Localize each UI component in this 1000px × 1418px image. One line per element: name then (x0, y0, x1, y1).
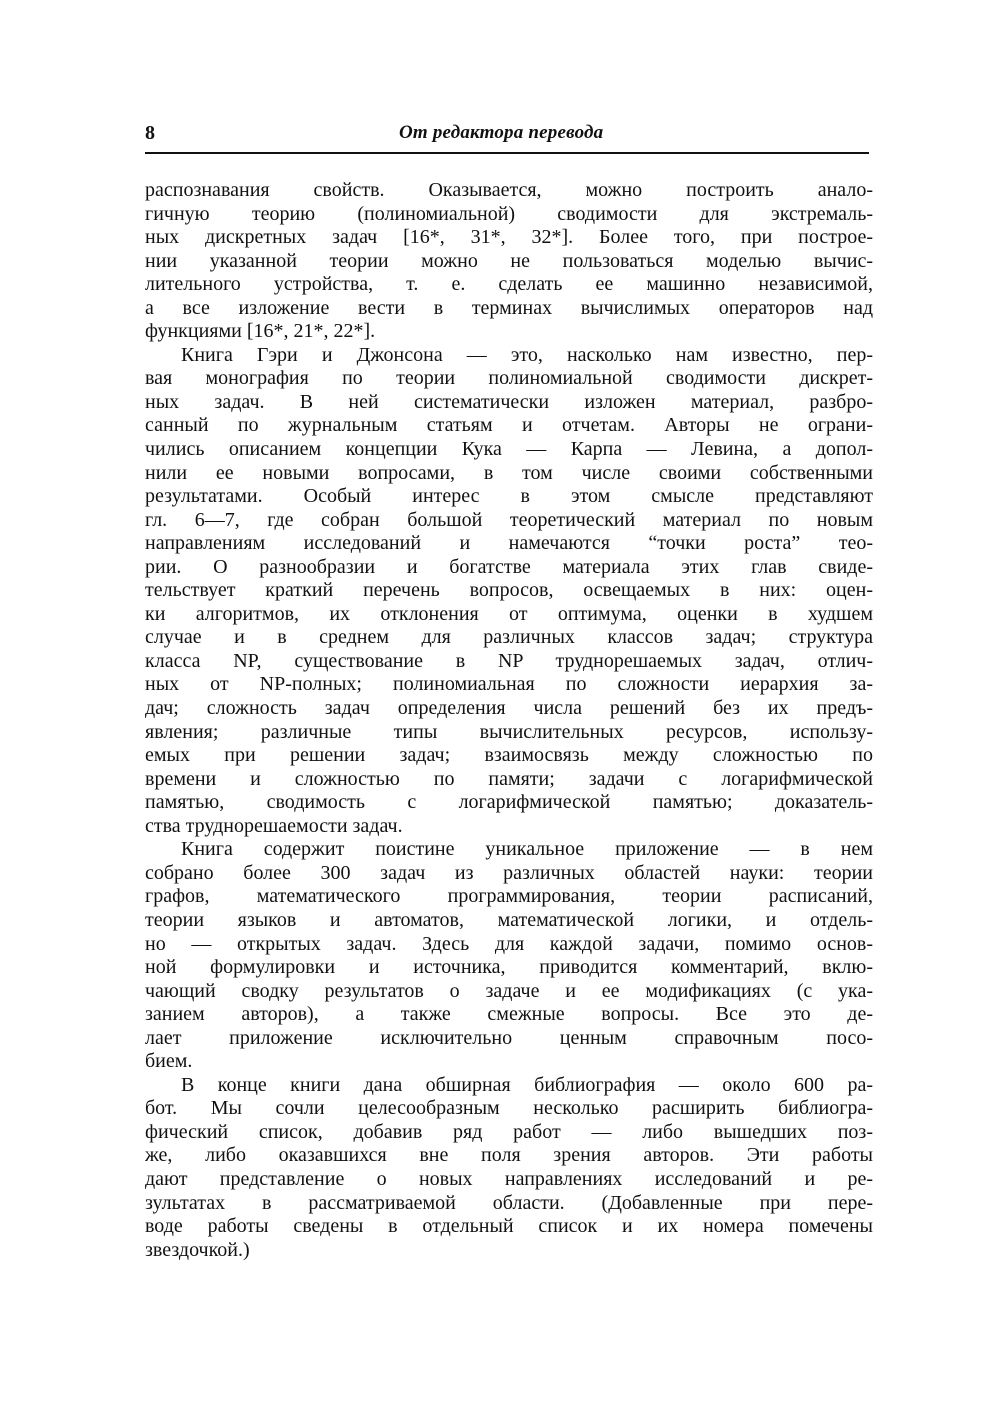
text-line: результатами. Особый интерес в этом смысле представляют (145, 485, 873, 508)
text-line: тельствует краткий перечень вопросов, освещаемых в них: оцен- (145, 579, 873, 602)
text-line: бот. Мы сочли целесообразным несколько расширить библиогра- (145, 1097, 873, 1120)
text-line: графов, математического программирования, теории расписаний, (145, 885, 873, 908)
body-text (145, 179, 873, 1262)
text-line: явления; различные типы вычислительных ресурсов, использу- (145, 720, 873, 743)
running-title: От редактора перевода (399, 122, 604, 143)
text-line: санный по журнальным статьям и отчетам. Авторы не ограни- (145, 414, 873, 437)
text-line: а все изложение вести в терминах вычислимых операторов над (145, 296, 873, 319)
text-line: ства труднорешаемости задач. (145, 814, 403, 837)
text-line: Книга Гэри и Джонсона — это, насколько нам известно, пер- (181, 343, 873, 366)
page-header (145, 120, 869, 154)
text-line: чающий сводку результатов о задаче и ее модификациях (с ука- (145, 979, 873, 1002)
paragraph (145, 1074, 873, 1262)
text-line: случае и в среднем для различных классов задач; структура (145, 626, 873, 649)
text-line: воде работы сведены в отдельный список и их номера помечены (145, 1215, 873, 1238)
text-line: класса NP, существование в NP труднорешаемых задач, отлич- (145, 649, 873, 672)
text-line: ных дискретных задач [16*, 31*, 32*]. Более того, при построе- (145, 226, 873, 249)
text-line: вая монография по теории полиномиальной сводимости дискрет- (145, 367, 873, 390)
text-line: лительного устройства, т. е. сделать ее машинно независимой, (145, 273, 873, 296)
text-line: распознавания свойств. Оказывается, можно построить анало- (145, 179, 873, 201)
text-line: бием. (145, 1050, 193, 1073)
text-line: но — открытых задач. Здесь для каждой задачи, помимо основ- (145, 932, 873, 955)
text-line: дают представление о новых направлениях исследований и ре- (145, 1167, 873, 1190)
text-line: гичную теорию (полиномиальной) сводимости для экстремаль- (145, 202, 873, 225)
text-line: ных от NP-полных; полиномиальная по сложности иерархия за- (145, 673, 873, 696)
text-line: ной формулировки и источника, приводится комментарий, вклю- (145, 956, 873, 979)
text-line: звездочкой.) (145, 1238, 250, 1261)
text-line: памятью, сводимость с логарифмической памятью; доказатель- (145, 791, 873, 814)
text-line: дач; сложность задач определения числа решений без их предъ- (145, 697, 873, 720)
text-line: гл. 6—7, где собран большой теоретический материал по новым (145, 508, 873, 531)
text-line: ных задач. В ней систематически изложен материал, разбро- (145, 390, 873, 413)
text-line: времени и сложностью по памяти; задачи с логарифмической (145, 767, 873, 790)
text-line: рии. О разнообразии и богатстве материала этих глав свиде- (145, 555, 873, 578)
text-line: направлениям исследований и намечаются “точки роста” тео- (145, 532, 873, 555)
text-line: емых при решении задач; взаимосвязь между сложностью по (145, 744, 873, 767)
text-line: нии указанной теории можно не пользоваться моделью вычис- (145, 249, 873, 272)
paragraph (145, 179, 873, 344)
text-line: теории языков и автоматов, математической логики, и отдель- (145, 908, 873, 931)
paragraph (145, 344, 873, 838)
text-line: лает приложение исключительно ценным справочным посо- (145, 1026, 873, 1049)
text-line: фический список, добавив ряд работ — либо вышедших поз- (145, 1120, 873, 1143)
text-line: В конце книги дана обширная библиография — около 600 ра- (181, 1073, 873, 1096)
paragraph (145, 838, 873, 1073)
text-line: чились описанием концепции Кука — Карпа — Левина, а допол- (145, 438, 873, 461)
text-line: нили ее новыми вопросами, в том числе своими собственными (145, 461, 873, 484)
text-line: Книга содержит поистине уникальное приложение — в нем (181, 838, 873, 861)
page-number: 8 (145, 122, 155, 144)
text-line: занием авторов), а также смежные вопросы. Все это де- (145, 1003, 873, 1026)
text-line: же, либо оказавшихся вне поля зрения авторов. Эти работы (145, 1144, 873, 1167)
text-line: ки алгоритмов, их отклонения от оптимума, оценки в худшем (145, 602, 873, 625)
text-line: функциями [16*, 21*, 22*]. (145, 320, 376, 343)
text-line: собрано более 300 задач из различных областей науки: теории (145, 861, 873, 884)
text-line: зультатах в рассматриваемой области. (Добавленные при пере- (145, 1191, 873, 1214)
